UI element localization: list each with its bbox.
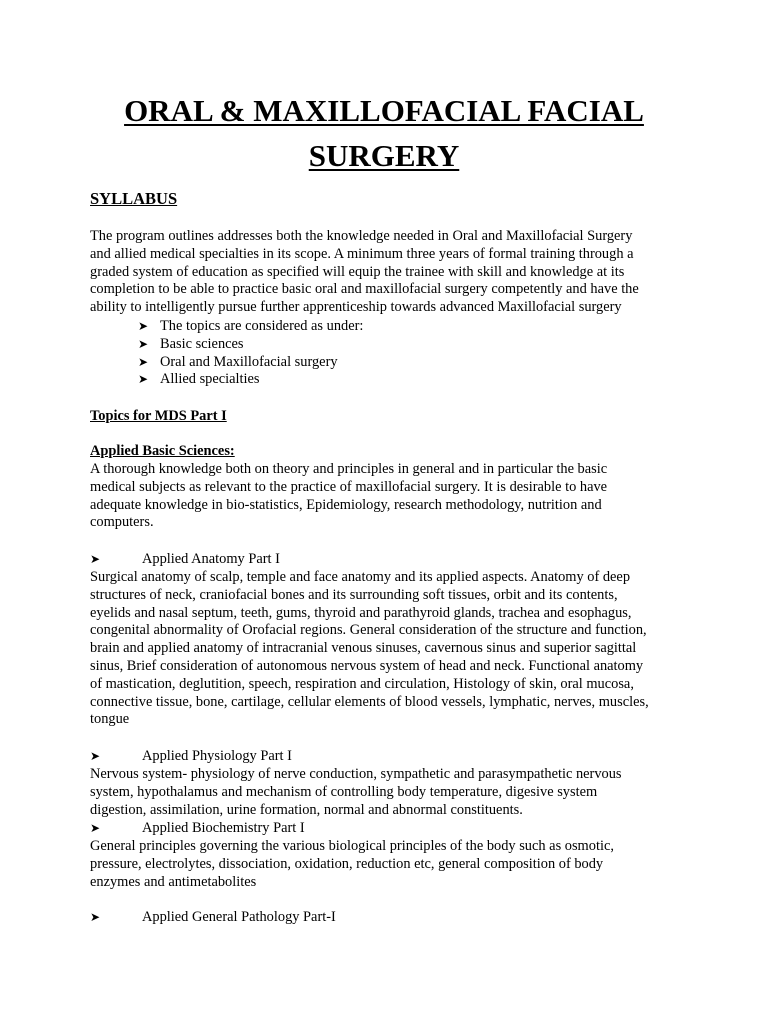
- topics-bullet-list: [138, 318, 363, 389]
- paragraph-line: tongue: [90, 711, 130, 728]
- paragraph-line: structures of neck, craniofacial bones and its surrounding soft tissues, orbit and its contents,: [90, 586, 618, 603]
- applied-basic-paragraph: [90, 461, 607, 532]
- paragraph-line: congenital abnormality of Orofacial regions. General consideration of the structure and function,: [90, 622, 647, 639]
- paragraph-line: eyelids and nasal septum, teeth, gums, thyroid and parathyroid glands, trachea and esophagus,: [90, 604, 632, 621]
- title-line-1: ORAL & MAXILLOFACIAL FACIAL: [124, 93, 644, 128]
- paragraph-line: brain and applied anatomy of intracranial venous sinuses, cavernous sinus and superior sagittal: [90, 640, 637, 657]
- arrowhead-bullet-icon: ➤: [138, 354, 149, 369]
- topics-heading: Topics for MDS Part I: [90, 408, 227, 424]
- paragraph-line: adequate knowledge in bio-statistics, Epidemiology, research methodology, nutrition and: [90, 496, 602, 513]
- intro-line: The program outlines addresses both the knowledge needed in Oral and Maxillofacial Surgery: [90, 228, 633, 244]
- paragraph-line: General principles governing the various biological principles of the body such as osmotic,: [90, 838, 614, 854]
- arrowhead-bullet-icon: ➤: [90, 749, 101, 763]
- intro-line: ability to intelligently pursue further apprenticeship towards advanced Maxillofacial surgery: [90, 299, 622, 316]
- paragraph-line: medical subjects as relevant to the practice of maxillofacial surgery. It is desirable to have: [90, 478, 608, 495]
- biochemistry-heading: ➤ Applied Biochemistry Part I: [90, 820, 305, 836]
- list-item: ➤ Oral and Maxillofacial surgery: [138, 353, 338, 370]
- syllabus-heading: SYLLABUS: [90, 189, 178, 208]
- arrowhead-bullet-icon: ➤: [90, 821, 101, 835]
- paragraph-line: Nervous system- physiology of nerve conduction, sympathetic and parasympathetic nervous: [90, 766, 622, 782]
- list-item: ➤ The topics are considered as under:: [138, 318, 364, 334]
- anatomy-paragraph: [90, 569, 649, 729]
- arrowhead-bullet-icon: ➤: [138, 372, 149, 387]
- list-item: ➤ Allied specialties: [138, 371, 260, 388]
- paragraph-line: pressure, electrolytes, dissociation, oxidation, reduction etc, general composition of body: [90, 855, 604, 872]
- title-line-2: SURGERY: [308, 138, 460, 173]
- paragraph-line: Surgical anatomy of scalp, temple and face anatomy and its applied aspects. Anatomy of deep: [90, 569, 631, 585]
- intro-line: completion to be able to practice basic oral and maxillofacial surgery competently and have the: [90, 281, 639, 298]
- pathology-heading: ➤ Applied General Pathology Part-I: [90, 909, 336, 925]
- paragraph-line: digestion, assimilation, urine formation, normal and abnormal constituents.: [90, 801, 523, 818]
- arrowhead-bullet-icon: ➤: [138, 319, 149, 333]
- applied-basic-heading: Applied Basic Sciences:: [90, 443, 235, 459]
- paragraph-line: connective tissue, bone, cartilage, cellular elements of blood vessels, lymphatic, nerves, muscles,: [90, 693, 649, 710]
- anatomy-heading: ➤ Applied Anatomy Part I: [90, 551, 280, 567]
- arrowhead-bullet-icon: ➤: [90, 552, 101, 566]
- arrowhead-bullet-icon: ➤: [138, 336, 149, 351]
- paragraph-line: system, hypothalamus and mechanism of controlling body temperature, digesive system: [90, 783, 598, 800]
- paragraph-line: computers.: [90, 514, 154, 531]
- intro-line: graded system of education as specified will equip the trainee with skill and knowledge at its: [90, 263, 625, 280]
- paragraph-line: sinus, Brief consideration of autonomous nervous system of head and neck. Functional anatomy: [90, 657, 644, 674]
- page-title: [0, 88, 768, 178]
- paragraph-line: A thorough knowledge both on theory and principles in general and in particular the basic: [90, 461, 608, 477]
- paragraph-line: of mastication, deglutition, speech, respiration and circulation, Histology of skin, oral mucosa,: [90, 675, 634, 692]
- list-item: ➤ Basic sciences: [138, 335, 244, 352]
- intro-paragraph: [90, 228, 639, 317]
- physiology-heading: ➤ Applied Physiology Part I: [90, 748, 292, 764]
- intro-line: and allied medical specialties in its scope. A minimum three years of formal training through a: [90, 245, 634, 262]
- physiology-paragraph: [90, 766, 622, 819]
- paragraph-line: enzymes and antimetabolites: [90, 873, 257, 890]
- arrowhead-bullet-icon: ➤: [90, 910, 101, 924]
- biochemistry-paragraph: [90, 838, 614, 891]
